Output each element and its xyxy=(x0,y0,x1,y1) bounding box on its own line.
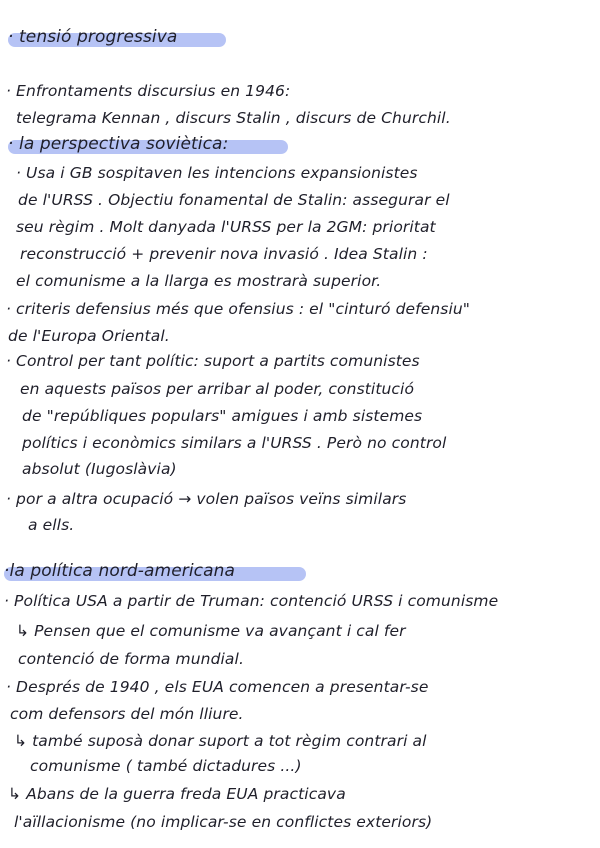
note-line: polítics i econòmics similars a l'URSS . Però no control xyxy=(22,434,447,452)
heading-perspectiva: · la perspectiva soviètica: xyxy=(8,134,229,154)
note-line: a ells. xyxy=(28,516,75,534)
note-line: · Després de 1940 , els EUA comencen a presentar-se xyxy=(6,678,429,696)
note-line: ↳ també suposà donar suport a tot règim contrari al xyxy=(14,732,427,750)
note-line: comunisme ( també dictadures ...) xyxy=(30,757,302,775)
note-line: de "repúbliques populars" amigues i amb sistemes xyxy=(22,407,423,425)
heading-tensio: · tensió progressiva xyxy=(8,27,178,47)
heading-politica-usa: ·la política nord-americana xyxy=(4,561,236,581)
note-line: de l'Europa Oriental. xyxy=(8,327,170,345)
note-line: contenció de forma mundial. xyxy=(18,650,244,668)
note-line: telegrama Kennan , discurs Stalin , discurs de Churchil. xyxy=(16,109,451,127)
note-line: · Usa i GB sospitaven les intencions expansionistes xyxy=(16,164,418,182)
note-line: seu règim . Molt danyada l'URSS per la 2GM: prioritat xyxy=(16,218,436,236)
note-line: ↳ Pensen que el comunisme va avançant i cal fer xyxy=(16,622,406,640)
note-line: · por a altra ocupació → volen països veïns similars xyxy=(6,490,407,508)
note-line: · Control per tant polític: suport a partits comunistes xyxy=(6,352,420,370)
note-line: l'aïllacionisme (no implicar-se en conflictes exteriors) xyxy=(14,813,433,831)
note-line: de l'URSS . Objectiu fonamental de Stalin: assegurar el xyxy=(18,191,450,209)
note-line: com defensors del món lliure. xyxy=(10,705,244,723)
note-line: · Política USA a partir de Truman: contenció URSS i comunisme xyxy=(4,592,499,610)
note-line: · Enfrontaments discursius en 1946: xyxy=(6,82,291,100)
note-line: reconstrucció + prevenir nova invasió . Idea Stalin : xyxy=(20,245,428,263)
note-line: absolut (Iugoslàvia) xyxy=(22,460,177,478)
note-line: · criteris defensius més que ofensius : el "cinturó defensiu" xyxy=(6,300,471,318)
note-line: el comunisme a la llarga es mostrarà superior. xyxy=(16,272,382,290)
note-line: en aquests països per arribar al poder, constitució xyxy=(20,380,415,398)
note-line: ↳ Abans de la guerra freda EUA practicava xyxy=(8,785,346,803)
